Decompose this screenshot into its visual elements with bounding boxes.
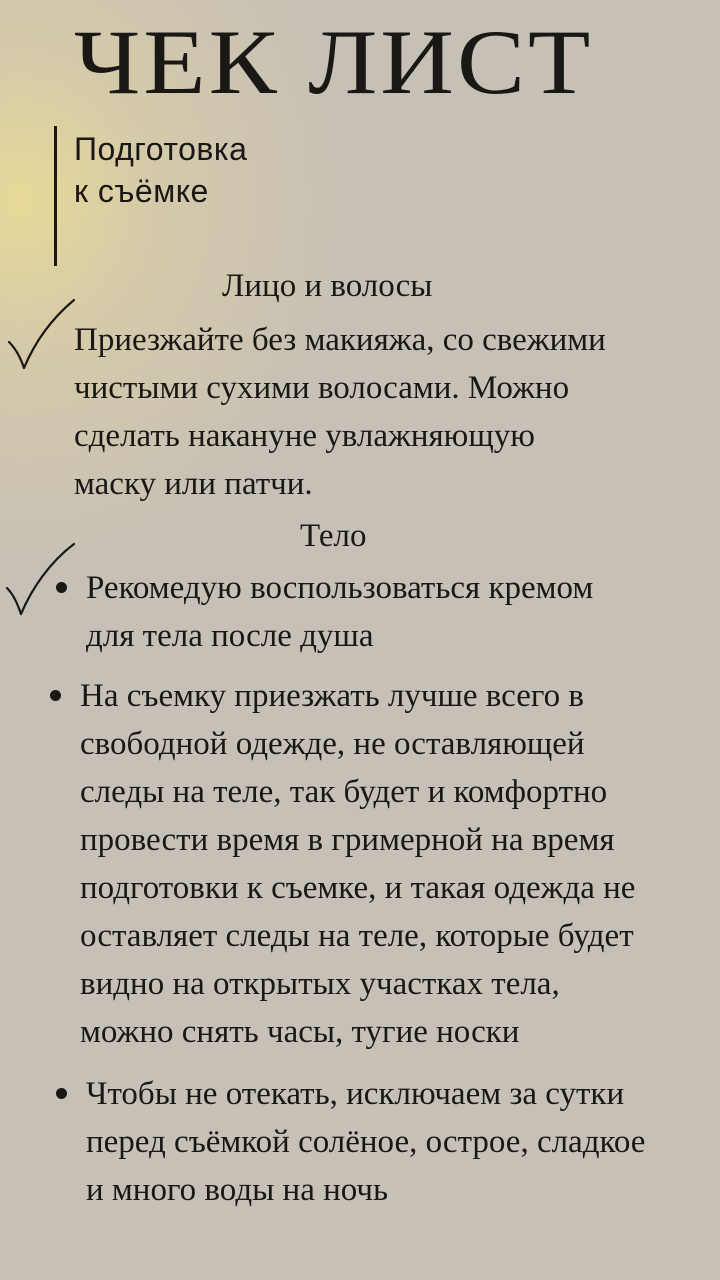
text-line: чистыми сухими волосами. Можно <box>74 370 570 406</box>
text-line: и много воды на ночь <box>86 1172 389 1208</box>
text-line: Приезжайте без макияжа, со свежими <box>74 322 606 358</box>
text-line: Чтобы не отекать, исключаем за сутки <box>86 1076 625 1112</box>
page-subtitle <box>74 128 247 212</box>
subtitle-divider <box>54 126 57 266</box>
page-title: ЧЕК ЛИСТ <box>74 12 594 114</box>
bullet-icon <box>56 582 67 593</box>
list-item <box>86 564 593 660</box>
text-line: свободной одежде, не оставляющей <box>80 726 585 762</box>
subtitle-line: Подготовка <box>74 131 248 167</box>
text-line: провести время в гримерной на время <box>80 822 615 858</box>
subtitle-line: к съёмке <box>74 173 209 209</box>
section-heading-face: Лицо и волосы <box>222 268 433 304</box>
bullet-icon <box>56 1088 67 1099</box>
bullet-icon <box>50 690 61 701</box>
text-line: перед съёмкой солёное, острое, сладкое <box>86 1124 646 1160</box>
text-line: сделать накануне увлажняющую <box>74 418 535 454</box>
text-line: следы на теле, так будет и комфортно <box>80 774 608 810</box>
text-line: На съемку приезжать лучше всего в <box>80 678 584 714</box>
text-line: маску или патчи. <box>74 466 313 502</box>
section-heading-body: Тело <box>300 518 367 554</box>
section-face-text <box>74 316 606 508</box>
checkmark-icon <box>6 298 76 374</box>
list-item <box>86 1070 645 1214</box>
text-line: для тела после душа <box>86 618 374 654</box>
text-line: видно на открытых участках тела, <box>80 966 560 1002</box>
text-line: подготовки к съемке, и такая одежда не <box>80 870 636 906</box>
text-line: можно снять часы, тугие носки <box>80 1014 520 1050</box>
text-line: Рекомедую воспользоваться кремом <box>86 570 594 606</box>
text-line: оставляет следы на теле, которые будет <box>80 918 634 954</box>
checkmark-icon <box>4 542 76 620</box>
list-item <box>80 672 635 1056</box>
